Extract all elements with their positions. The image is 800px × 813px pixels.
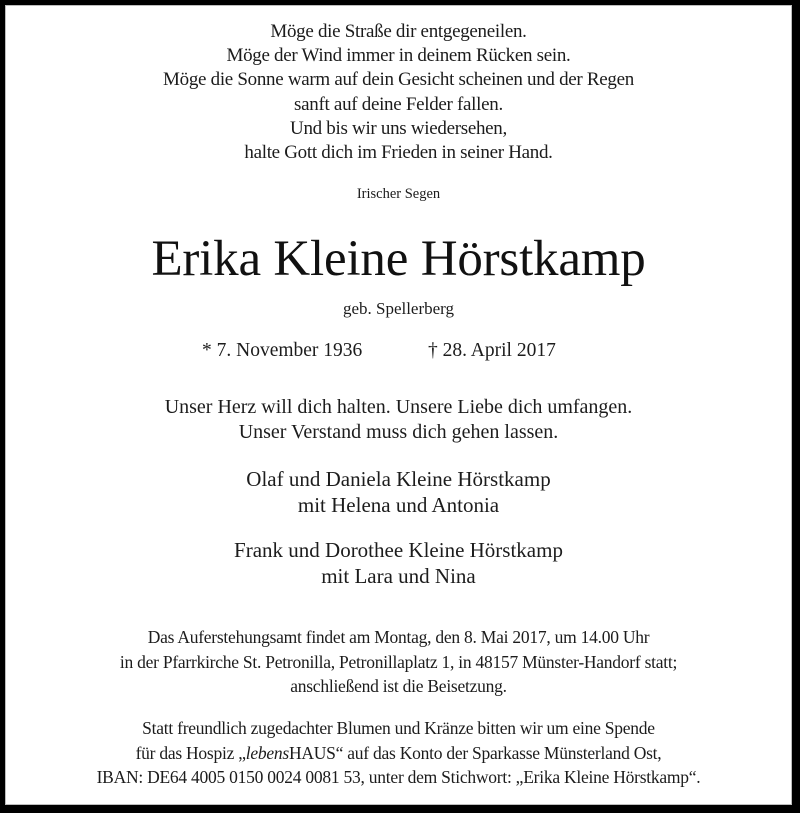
service-line: Das Auferstehungsamt findet am Montag, den 8. Mai 2017, um 14.00 Uhr bbox=[147, 627, 650, 647]
quote-line: Unser Verstand muss dich gehen lassen. bbox=[238, 421, 559, 443]
poem-line: Möge die Straße dir entgegeneilen. bbox=[270, 21, 527, 42]
hospice-name-italic: lebens bbox=[245, 742, 289, 763]
poem-line: sanft auf deine Felder fallen. bbox=[294, 93, 503, 115]
donation-line bbox=[5, 741, 792, 766]
mourner-family bbox=[5, 466, 792, 518]
donation-iban-line: IBAN: DE64 4005 0150 0024 0081 53, unter dem Stichwort: „Erika Kleine Hörstkamp“. bbox=[96, 767, 701, 787]
quote-line: Unser Herz will dich halten. Unsere Liebe dich umfangen. bbox=[164, 396, 633, 418]
memorial-quote bbox=[5, 395, 792, 445]
mourner-parents: Olaf und Daniela Kleine Hörstkamp bbox=[246, 467, 551, 491]
poem-line: Möge die Sonne warm auf dein Gesicht scheinen und der Regen bbox=[163, 69, 634, 91]
death-date: † 28. April 2017 bbox=[428, 340, 556, 361]
donation-line: Statt freundlich zugedachter Blumen und Kränze bitten wir um eine Spende bbox=[142, 718, 655, 738]
poem bbox=[5, 20, 792, 165]
obituary-notice bbox=[5, 5, 792, 805]
life-dates bbox=[5, 339, 792, 363]
funeral-service-info bbox=[5, 625, 792, 699]
poem-line: Und bis wir uns wiedersehen, bbox=[290, 117, 507, 139]
poem-source: Irischer Segen bbox=[356, 186, 441, 202]
deceased-name: Erika Kleine Hörstkamp bbox=[151, 231, 646, 287]
service-line: in der Pfarrkirche St. Petronilla, Petronillaplatz 1, in 48157 Münster-Handorf statt; bbox=[119, 651, 678, 672]
mourner-parents: Frank und Dorothee Kleine Hörstkamp bbox=[234, 538, 563, 562]
donation-text: HAUS“ auf das Konto der Sparkasse Münsterland Ost, bbox=[288, 742, 662, 763]
mourner-children: mit Lara und Nina bbox=[321, 564, 476, 588]
mourner-children: mit Helena und Antonia bbox=[297, 493, 500, 517]
donation-request bbox=[5, 716, 792, 790]
poem-line: Möge der Wind immer in deinem Rücken sein. bbox=[226, 45, 571, 67]
birth-date: * 7. November 1936 bbox=[202, 340, 363, 361]
mourner-family bbox=[5, 537, 792, 589]
donation-text: für das Hospiz „ bbox=[135, 742, 246, 763]
poem-line: halte Gott dich im Frieden in seiner Hand. bbox=[244, 142, 553, 164]
service-line: anschließend ist die Beisetzung. bbox=[290, 676, 507, 696]
maiden-name: geb. Spellerberg bbox=[342, 299, 455, 318]
